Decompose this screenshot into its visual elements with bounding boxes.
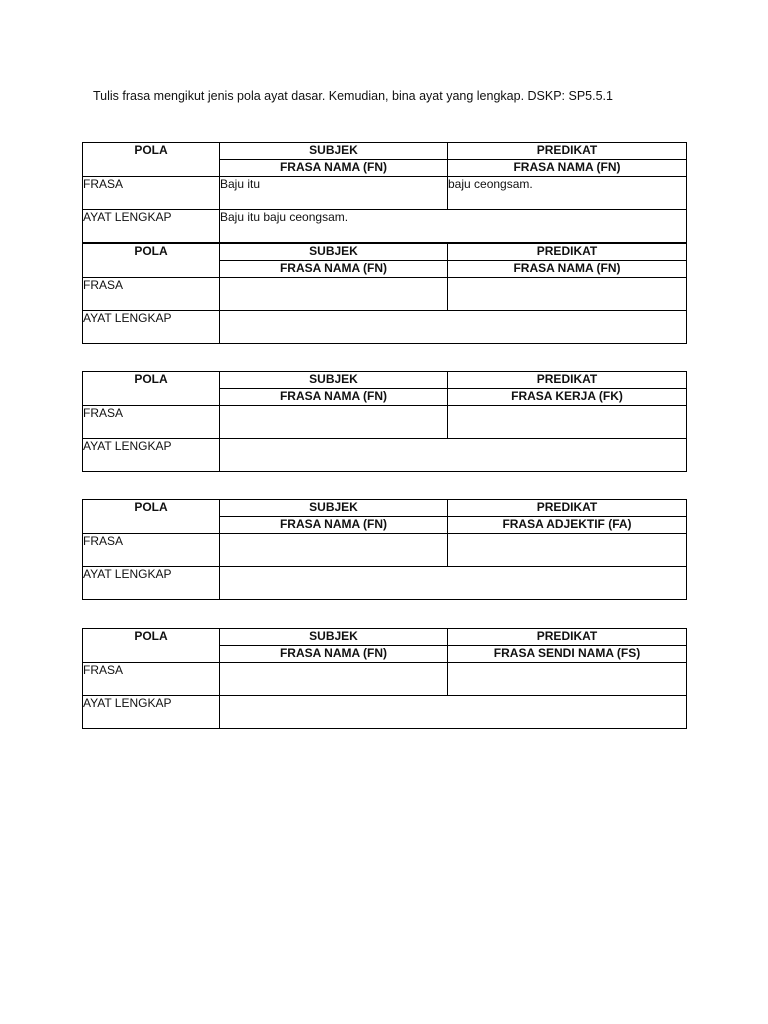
ayat-lengkap-cell[interactable]: Baju itu baju ceongsam. (220, 210, 687, 243)
frasa-subjek-cell[interactable]: Baju itu (220, 177, 448, 210)
pola-label: POLA (83, 143, 220, 177)
predikat-header: PREDIKAT (448, 372, 687, 389)
subject-type: FRASA NAMA (FN) (220, 389, 448, 406)
pola-label: POLA (83, 500, 220, 534)
subject-type: FRASA NAMA (FN) (220, 160, 448, 177)
ayat-lengkap-cell[interactable] (220, 311, 687, 344)
ayat-row (83, 311, 687, 344)
predicate-type: FRASA ADJEKTIF (FA) (448, 517, 687, 534)
frasa-predikat-cell[interactable] (448, 406, 687, 439)
instruction-text: Tulis frasa mengikut jenis pola ayat dasar. Kemudian, bina ayat yang lengkap. DSKP: SP5.5.1 (93, 89, 613, 103)
header-row (83, 629, 687, 646)
header-row (83, 244, 687, 261)
frasa-row (83, 534, 687, 567)
subject-type: FRASA NAMA (FN) (220, 517, 448, 534)
frasa-row (83, 278, 687, 311)
pola-table-fn-fa (82, 499, 687, 600)
frasa-label: FRASA (83, 278, 220, 311)
subjek-header: SUBJEK (220, 372, 448, 389)
pola-table-fn-fk (82, 371, 687, 472)
frasa-predikat-cell[interactable] (448, 278, 687, 311)
ayat-lengkap-cell[interactable] (220, 567, 687, 600)
frasa-subjek-cell[interactable] (220, 663, 448, 696)
pola-table-fn-fn-example (82, 142, 687, 243)
subject-type: FRASA NAMA (FN) (220, 261, 448, 278)
predikat-header: PREDIKAT (448, 143, 687, 160)
frasa-row (83, 663, 687, 696)
predicate-type: FRASA SENDI NAMA (FS) (448, 646, 687, 663)
frasa-predikat-cell[interactable] (448, 534, 687, 567)
pola-label: POLA (83, 372, 220, 406)
ayat-row (83, 210, 687, 243)
frasa-subjek-cell[interactable] (220, 534, 448, 567)
subjek-header: SUBJEK (220, 244, 448, 261)
predicate-type: FRASA KERJA (FK) (448, 389, 687, 406)
frasa-row (83, 177, 687, 210)
header-row (83, 372, 687, 389)
predikat-header: PREDIKAT (448, 629, 687, 646)
frasa-row (83, 406, 687, 439)
frasa-label: FRASA (83, 534, 220, 567)
header-row (83, 143, 687, 160)
ayat-lengkap-cell[interactable] (220, 696, 687, 729)
predicate-type: FRASA NAMA (FN) (448, 261, 687, 278)
ayat-lengkap-label: AYAT LENGKAP (83, 210, 220, 243)
frasa-subjek-cell[interactable] (220, 278, 448, 311)
predicate-type: FRASA NAMA (FN) (448, 160, 687, 177)
ayat-row (83, 439, 687, 472)
ayat-lengkap-label: AYAT LENGKAP (83, 311, 220, 344)
ayat-lengkap-label: AYAT LENGKAP (83, 696, 220, 729)
predikat-header: PREDIKAT (448, 244, 687, 261)
ayat-lengkap-label: AYAT LENGKAP (83, 567, 220, 600)
pola-label: POLA (83, 244, 220, 278)
subjek-header: SUBJEK (220, 500, 448, 517)
subjek-header: SUBJEK (220, 629, 448, 646)
subject-type: FRASA NAMA (FN) (220, 646, 448, 663)
frasa-predikat-cell[interactable]: baju ceongsam. (448, 177, 687, 210)
ayat-row (83, 696, 687, 729)
pola-table-fn-fs (82, 628, 687, 729)
frasa-subjek-cell[interactable] (220, 406, 448, 439)
frasa-label: FRASA (83, 663, 220, 696)
ayat-row (83, 567, 687, 600)
frasa-predikat-cell[interactable] (448, 663, 687, 696)
frasa-label: FRASA (83, 406, 220, 439)
pola-table-fn-fn (82, 243, 687, 344)
frasa-label: FRASA (83, 177, 220, 210)
ayat-lengkap-cell[interactable] (220, 439, 687, 472)
subjek-header: SUBJEK (220, 143, 448, 160)
header-row (83, 500, 687, 517)
predikat-header: PREDIKAT (448, 500, 687, 517)
pola-label: POLA (83, 629, 220, 663)
ayat-lengkap-label: AYAT LENGKAP (83, 439, 220, 472)
